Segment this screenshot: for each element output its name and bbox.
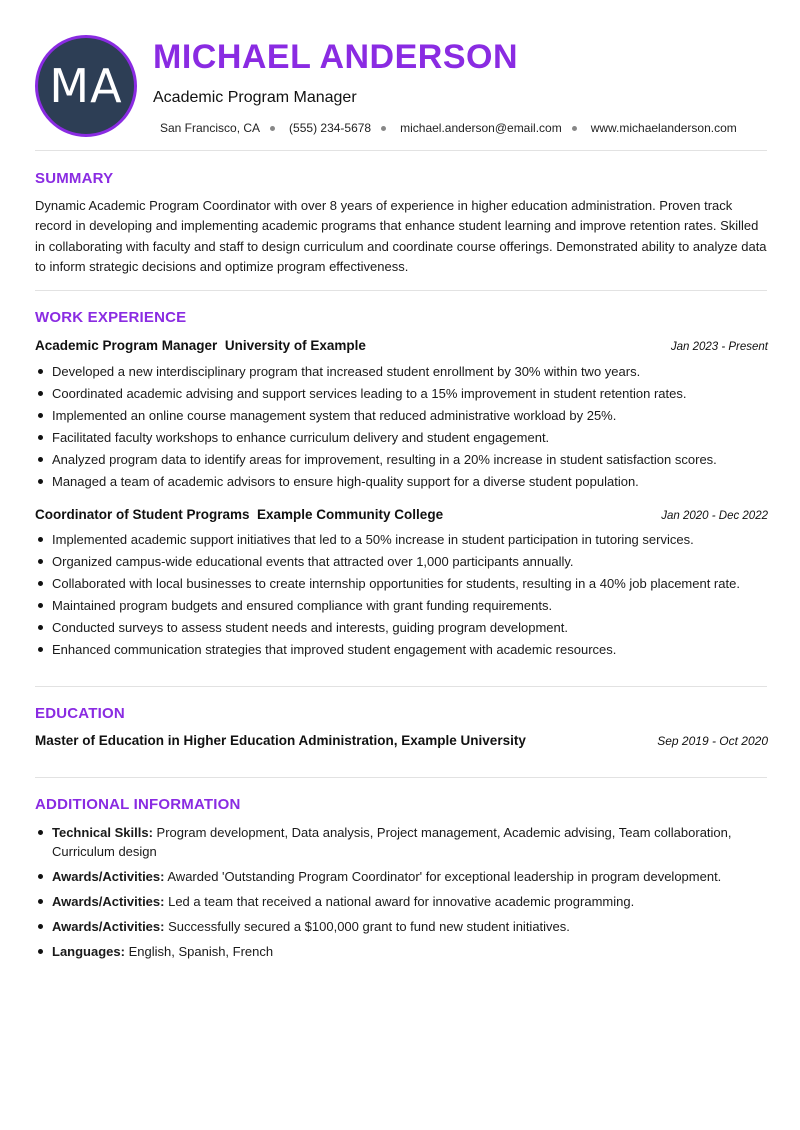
list-item bbox=[35, 823, 775, 861]
list-item bbox=[35, 917, 775, 936]
divider bbox=[35, 290, 767, 291]
section-title-additional: ADDITIONAL INFORMATION bbox=[35, 796, 241, 813]
list-item: Analyzed program data to identify areas for improvement, resulting in a 20% increase in student satisfaction scores. bbox=[35, 452, 775, 467]
item-text: Program development, Data analysis, Project management, Academic advising, Team collaboration, Curriculum design bbox=[52, 825, 732, 859]
education-degree: Master of Education in Higher Education Administration, Example University bbox=[35, 733, 526, 748]
job-role-line bbox=[35, 338, 366, 353]
section-title-summary: SUMMARY bbox=[35, 170, 114, 187]
job-organization: University of Example bbox=[224, 338, 366, 353]
job-organization: Example Community College bbox=[257, 507, 444, 522]
item-text: Successfully secured a $100,000 grant to fund new student initiatives. bbox=[168, 919, 570, 934]
summary-text: Dynamic Academic Program Coordinator with over 8 years of experience in higher education administration. Proven track record in developing and implementing academic programs that enhance student learning and improve retention rates. Skilled in collaborating with faculty and staff to design curriculum and coordinate course offerings. Demonstrated ability to analyze data to inform strategic decisions and optimize program effectiveness. bbox=[35, 198, 767, 274]
list-item: Coordinated academic advising and support services leading to a 15% improvement in student retention rates. bbox=[35, 386, 775, 401]
item-text: Led a team that received a national award for innovative academic programming. bbox=[168, 894, 635, 909]
section-title-education: EDUCATION bbox=[35, 705, 125, 722]
divider bbox=[35, 777, 767, 778]
job-role-line bbox=[35, 507, 443, 522]
list-item: Developed a new interdisciplinary program that increased student enrollment by 30% within two years. bbox=[35, 364, 775, 379]
list-item: Organized campus-wide educational events that attracted over 1,000 participants annually. bbox=[35, 554, 775, 569]
list-item: Collaborated with local businesses to create internship opportunities for students, resulting in a 40% job placement rate. bbox=[35, 576, 775, 591]
list-item: Implemented an online course management system that reduced administrative workload by 25%. bbox=[35, 408, 775, 423]
list-item: Facilitated faculty workshops to enhance curriculum delivery and student engagement. bbox=[35, 430, 775, 445]
job-bullets bbox=[35, 532, 775, 664]
contact-email[interactable]: michael.anderson@email.com bbox=[400, 121, 562, 135]
item-label: Awards/Activities: bbox=[52, 869, 165, 884]
list-item: Maintained program budgets and ensured compliance with grant funding requirements. bbox=[35, 598, 775, 613]
separator-dot-icon bbox=[572, 126, 577, 131]
contact-location: San Francisco, CA bbox=[160, 121, 261, 135]
list-item: Implemented academic support initiatives that led to a 50% increase in student participation in tutoring services. bbox=[35, 532, 775, 547]
list-item: Conducted surveys to assess student needs and interests, guiding program development. bbox=[35, 620, 775, 635]
avatar-initials: MA bbox=[49, 59, 123, 113]
list-item: Managed a team of academic advisors to ensure high-quality support for a diverse student population. bbox=[35, 474, 775, 489]
candidate-name: MICHAEL ANDERSON bbox=[153, 38, 519, 76]
separator-dot-icon bbox=[381, 126, 386, 131]
job-dates: Jan 2020 - Dec 2022 bbox=[661, 510, 768, 522]
contact-website[interactable]: www.michaelanderson.com bbox=[590, 121, 737, 135]
education-entry bbox=[35, 733, 768, 748]
item-label: Awards/Activities: bbox=[52, 894, 165, 909]
item-label: Awards/Activities: bbox=[52, 919, 165, 934]
job-bullets bbox=[35, 364, 775, 496]
job-role: Academic Program Manager bbox=[35, 338, 218, 353]
job-dates: Jan 2023 - Present bbox=[670, 341, 768, 353]
item-text: English, Spanish, French bbox=[128, 944, 274, 959]
item-label: Languages: bbox=[52, 944, 125, 959]
list-item bbox=[35, 867, 775, 886]
list-item bbox=[35, 942, 775, 961]
avatar bbox=[35, 35, 137, 137]
contact-bar bbox=[160, 121, 737, 135]
education-dates: Sep 2019 - Oct 2020 bbox=[657, 734, 768, 748]
job-header bbox=[35, 338, 768, 353]
contact-phone[interactable]: (555) 234-5678 bbox=[289, 121, 372, 135]
item-label: Technical Skills: bbox=[52, 825, 153, 840]
section-title-experience: WORK EXPERIENCE bbox=[35, 309, 187, 326]
candidate-title: Academic Program Manager bbox=[153, 89, 357, 106]
list-item bbox=[35, 892, 775, 911]
job-role: Coordinator of Student Programs bbox=[35, 507, 250, 522]
separator-dot-icon bbox=[270, 126, 275, 131]
divider bbox=[35, 150, 767, 151]
job-header bbox=[35, 507, 768, 522]
divider bbox=[35, 686, 767, 687]
item-text: Awarded 'Outstanding Program Coordinator' for exceptional leadership in program development. bbox=[167, 869, 722, 884]
list-item: Enhanced communication strategies that improved student engagement with academic resources. bbox=[35, 642, 775, 657]
additional-info-list bbox=[35, 823, 775, 967]
